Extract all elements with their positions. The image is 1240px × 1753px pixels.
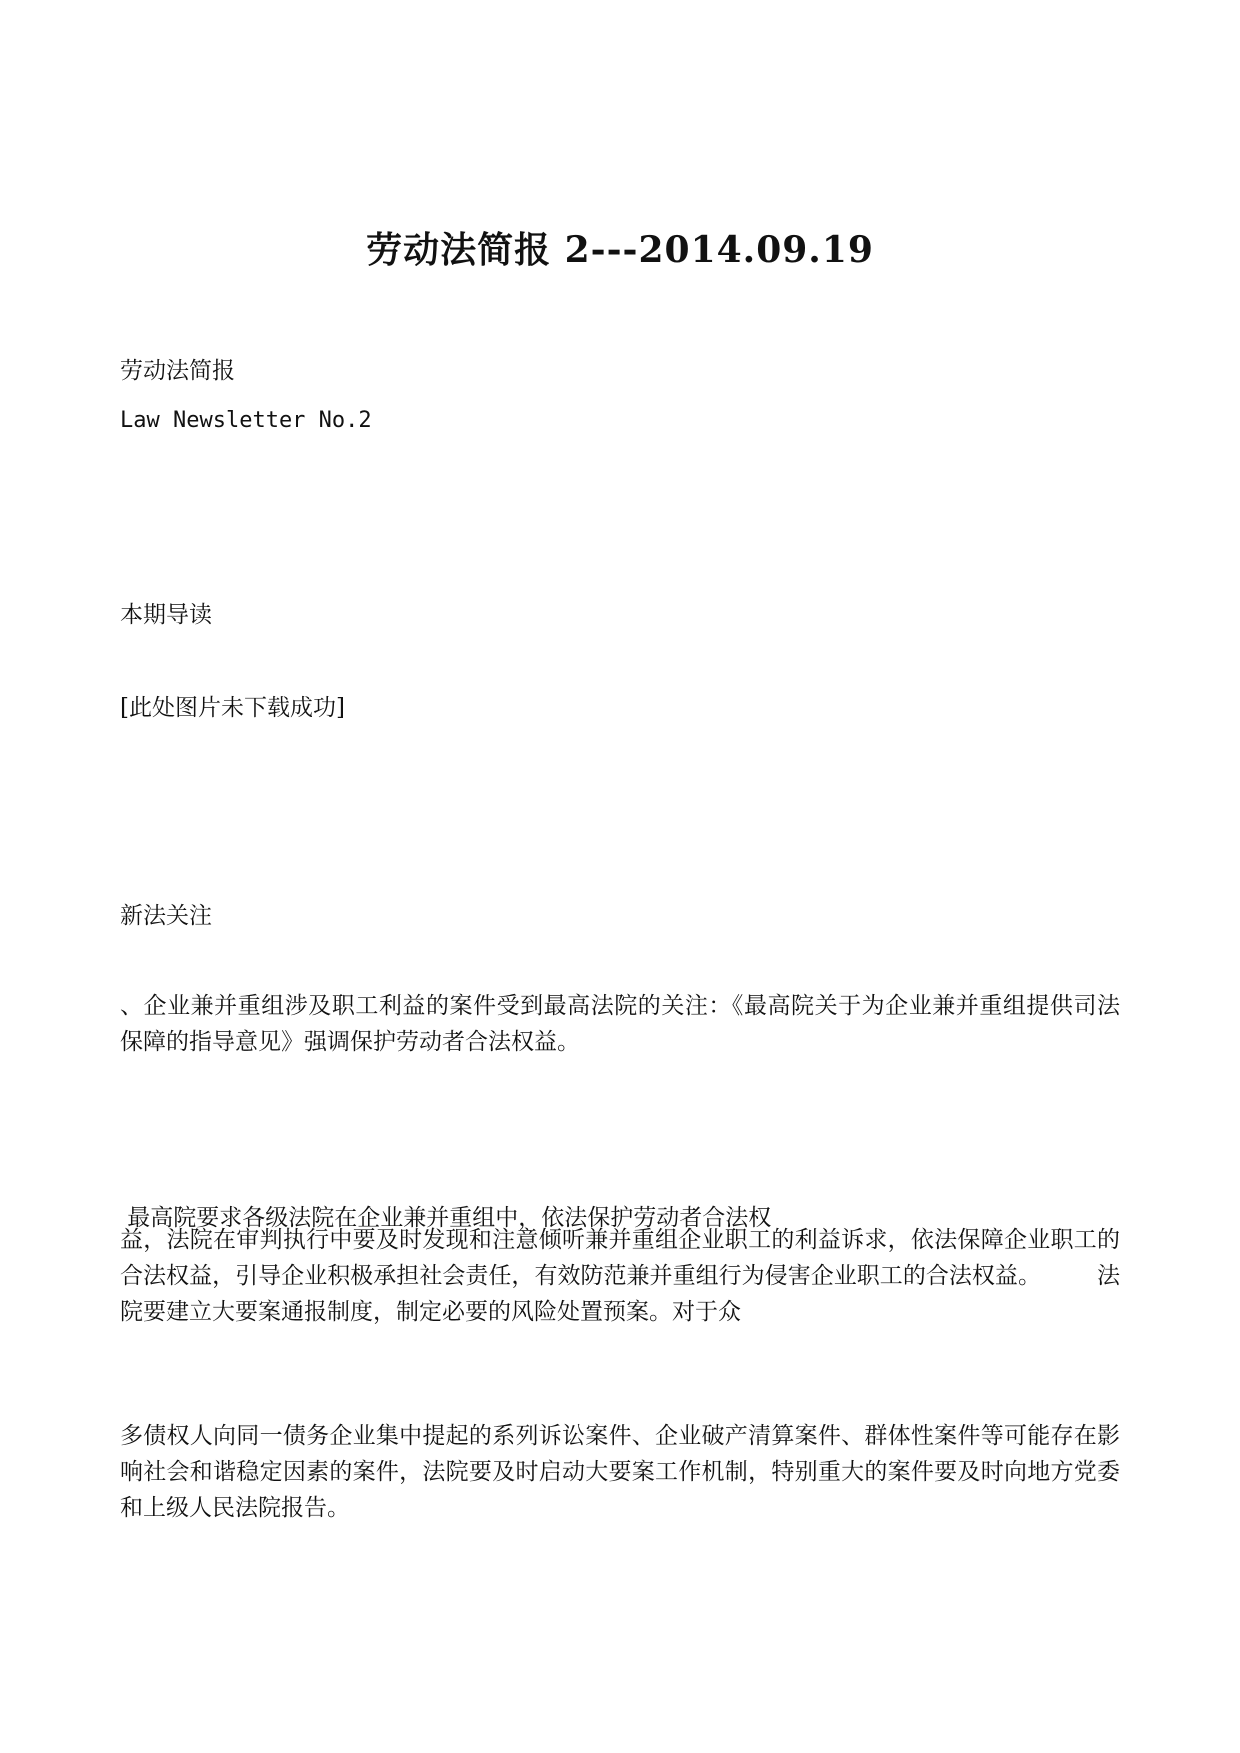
paragraph-1-text: 、企业兼并重组涉及职工利益的案件受到最高法院的关注：《最高院关于为企业兼并重组提供司法保障的指导意见》强调保护劳动者合法权益。 bbox=[120, 993, 1120, 1055]
document-title: 劳动法简报 2---2014.09.19 bbox=[366, 229, 874, 271]
section-heading-new-law: 新法关注 bbox=[120, 903, 212, 929]
paragraph-4 bbox=[120, 1418, 1120, 1526]
image-placeholder-text: [此处图片未下载成功] bbox=[120, 695, 345, 721]
paragraph-4-text: 多债权人向同一债务企业集中提起的系列诉讼案件、企业破产清算案件、群体性案件等可能存在影响社会和谐稳定因素的案件，法院要及时启动大要案工作机制，特别重大的案件要及时向地方党委和上级人民法院报告。 bbox=[120, 1423, 1120, 1521]
paragraph-3-part-b: 法院要建立大要案通报制度，制定必要的风险处置预案。对于众 bbox=[120, 1263, 1121, 1325]
newsletter-header-cn: 劳动法简报 bbox=[120, 358, 235, 384]
paragraph-3-text bbox=[120, 1222, 1120, 1330]
paragraph-2-text: 最高院要求各级法院在企业兼并重组中，依法保护劳动者合法权 bbox=[120, 1205, 772, 1231]
paragraph-3 bbox=[120, 1222, 1120, 1330]
paragraph-3-part-a: 益，法院在审判执行中要及时发现和注意倾听兼并重组企业职工的利益诉求，依法保障企业职工的合法权益，引导企业积极承担社会责任，有效防范兼并重组行为侵害企业职工的合法权益。 bbox=[120, 1227, 1120, 1289]
paragraph-1 bbox=[120, 988, 1120, 1060]
newsletter-header-en: Law Newsletter No.2 bbox=[120, 408, 372, 433]
section-heading-guide: 本期导读 bbox=[120, 602, 212, 628]
